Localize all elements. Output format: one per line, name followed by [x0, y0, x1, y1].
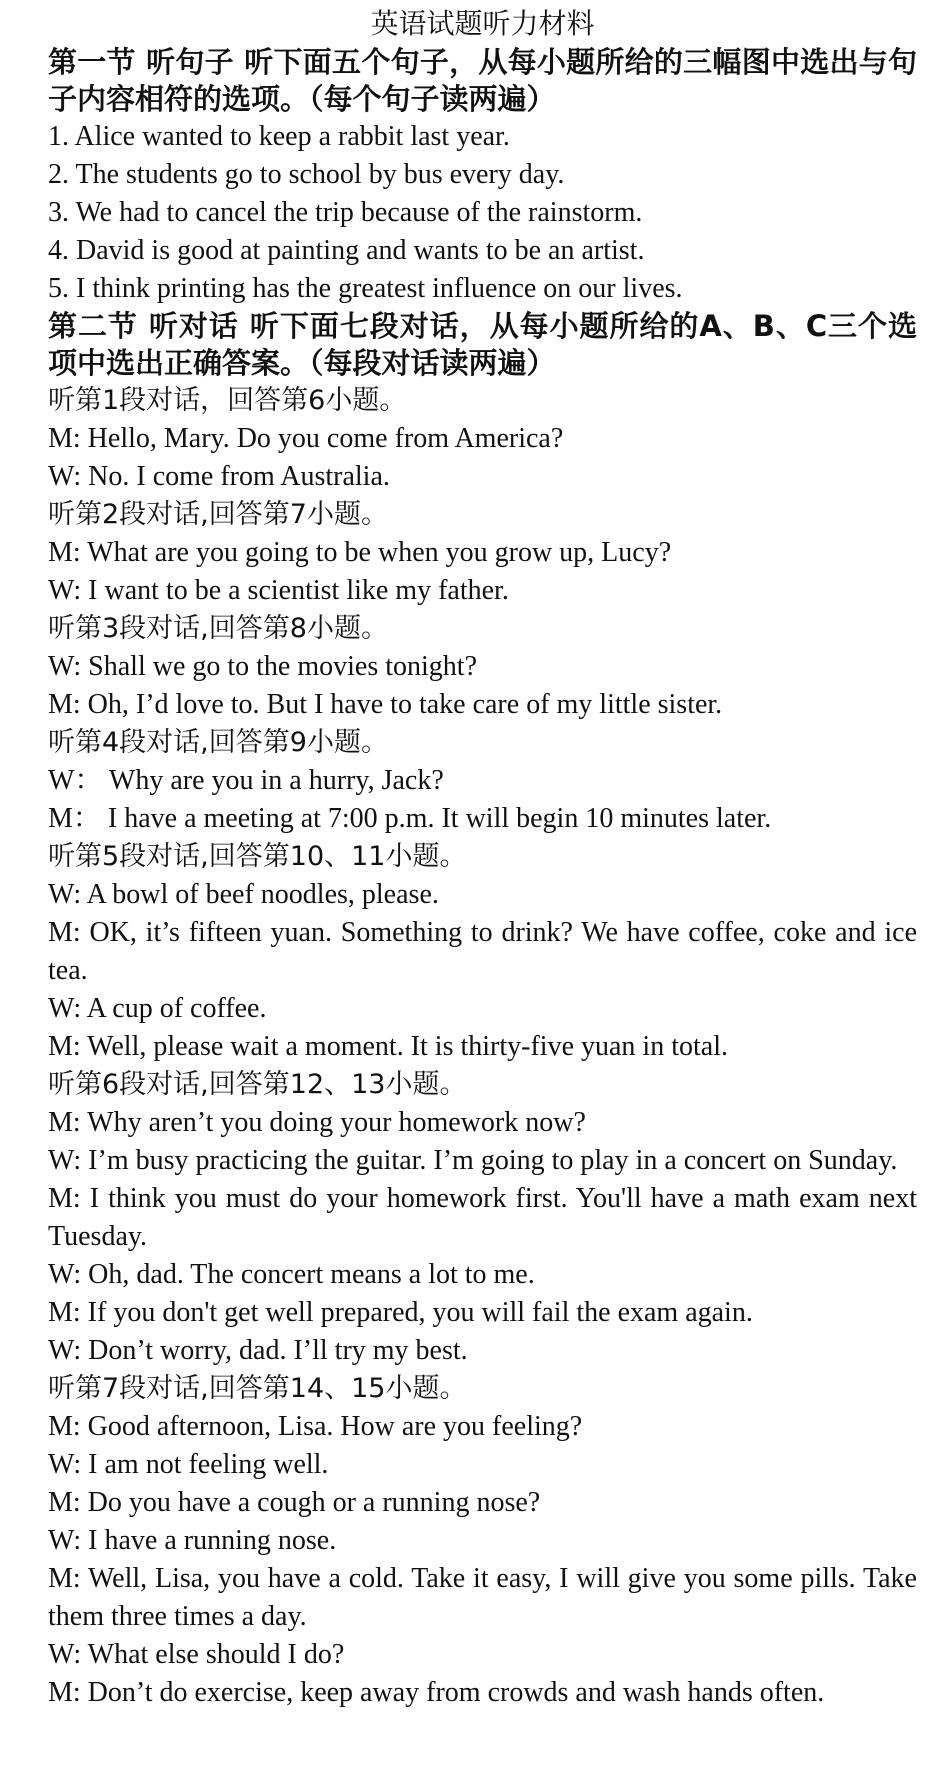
- sentence-5: 5. I think printing has the greatest influence on our lives.: [48, 273, 683, 304]
- document-title: 英语试题听力材料: [370, 7, 595, 40]
- sentence-4: 4. David is good at painting and wants to be an artist.: [48, 235, 645, 266]
- dialog-line: W: What else should I do?: [48, 1639, 345, 1670]
- dialog-heading: 听第4段对话,回答第9小题。: [48, 727, 388, 758]
- dialog-line: W: I have a running nose.: [48, 1525, 337, 1556]
- dialog-heading: 听第5段对话,回答第10、11小题。: [48, 841, 467, 872]
- dialog-line: M: If you don't get well prepared, you will fail the exam again.: [48, 1297, 753, 1328]
- dialog-line: M: Well, please wait a moment. It is thirty-five yuan in total.: [48, 1031, 728, 1062]
- dialog-line: M: Why aren’t you doing your homework now?: [48, 1107, 586, 1138]
- dialog-line: M： I have a meeting at 7:00 p.m. It will begin 10 minutes later.: [48, 803, 772, 834]
- dialog-line: W: No. I come from Australia.: [48, 461, 390, 492]
- dialog-line: M: Good afternoon, Lisa. How are you feeling?: [48, 1411, 583, 1442]
- dialog-heading: 听第6段对话,回答第12、13小题。: [48, 1069, 467, 1100]
- dialog-line: W: A cup of coffee.: [48, 993, 267, 1024]
- dialog-line: M: Well, Lisa, you have a cold. Take it easy, I will give you some pills. Take them three times a day.: [48, 1563, 917, 1632]
- dialog-line: M: Do you have a cough or a running nose?: [48, 1487, 541, 1518]
- dialog-1: [48, 382, 917, 496]
- dialog-5: [48, 838, 917, 1066]
- dialog-line: W: Oh, dad. The concert means a lot to me.: [48, 1259, 535, 1290]
- dialog-line: M: Oh, I’d love to. But I have to take care of my little sister.: [48, 689, 723, 720]
- dialog-line: W: I am not feeling well.: [48, 1449, 329, 1480]
- dialog-heading: 听第3段对话,回答第8小题。: [48, 613, 388, 644]
- dialog-line: M: OK, it’s fifteen yuan. Something to drink? We have coffee, coke and ice tea.: [48, 917, 917, 986]
- dialog-line: W: I’m busy practicing the guitar. I’m going to play in a concert on Sunday.: [48, 1145, 898, 1176]
- dialog-line: W: I want to be a scientist like my father.: [48, 575, 509, 606]
- section-1: [48, 44, 917, 308]
- section-2: [48, 308, 917, 1712]
- sentence-1: 1. Alice wanted to keep a rabbit last year.: [48, 121, 510, 152]
- dialog-line: M: Hello, Mary. Do you come from America?: [48, 423, 564, 454]
- dialog-3: [48, 610, 917, 724]
- dialog-line: W： Why are you in a hurry, Jack?: [48, 765, 444, 796]
- section-1-title: 第一节 听句子 听下面五个句子，从每小题所给的三幅图中选出与句子内容相符的选项。（每个句子读两遍）: [48, 45, 917, 116]
- sentence-2: 2. The students go to school by bus every day.: [48, 159, 565, 190]
- dialog-heading: 听第7段对话,回答第14、15小题。: [48, 1373, 467, 1404]
- dialog-2: [48, 496, 917, 610]
- section-2-title: 第二节 听对话 听下面七段对话，从每小题所给的A、B、C三个选项中选出正确答案。（每段对话读两遍）: [48, 309, 917, 380]
- dialog-line: W: Don’t worry, dad. I’ll try my best.: [48, 1335, 468, 1366]
- dialog-7: [48, 1370, 917, 1712]
- dialog-line: W: A bowl of beef noodles, please.: [48, 879, 439, 910]
- dialog-heading: 听第1段对话，回答第6小题。: [48, 385, 407, 416]
- dialog-4: [48, 724, 917, 838]
- dialog-line: M: Don’t do exercise, keep away from crowds and wash hands often.: [48, 1677, 825, 1708]
- dialog-6: [48, 1066, 917, 1370]
- dialog-heading: 听第2段对话,回答第7小题。: [48, 499, 388, 530]
- dialog-line: M: I think you must do your homework first. You'll have a math exam next Tuesday.: [48, 1183, 917, 1252]
- dialog-line: M: What are you going to be when you grow up, Lucy?: [48, 537, 672, 568]
- dialog-line: W: Shall we go to the movies tonight?: [48, 651, 478, 682]
- sentence-3: 3. We had to cancel the trip because of the rainstorm.: [48, 197, 643, 228]
